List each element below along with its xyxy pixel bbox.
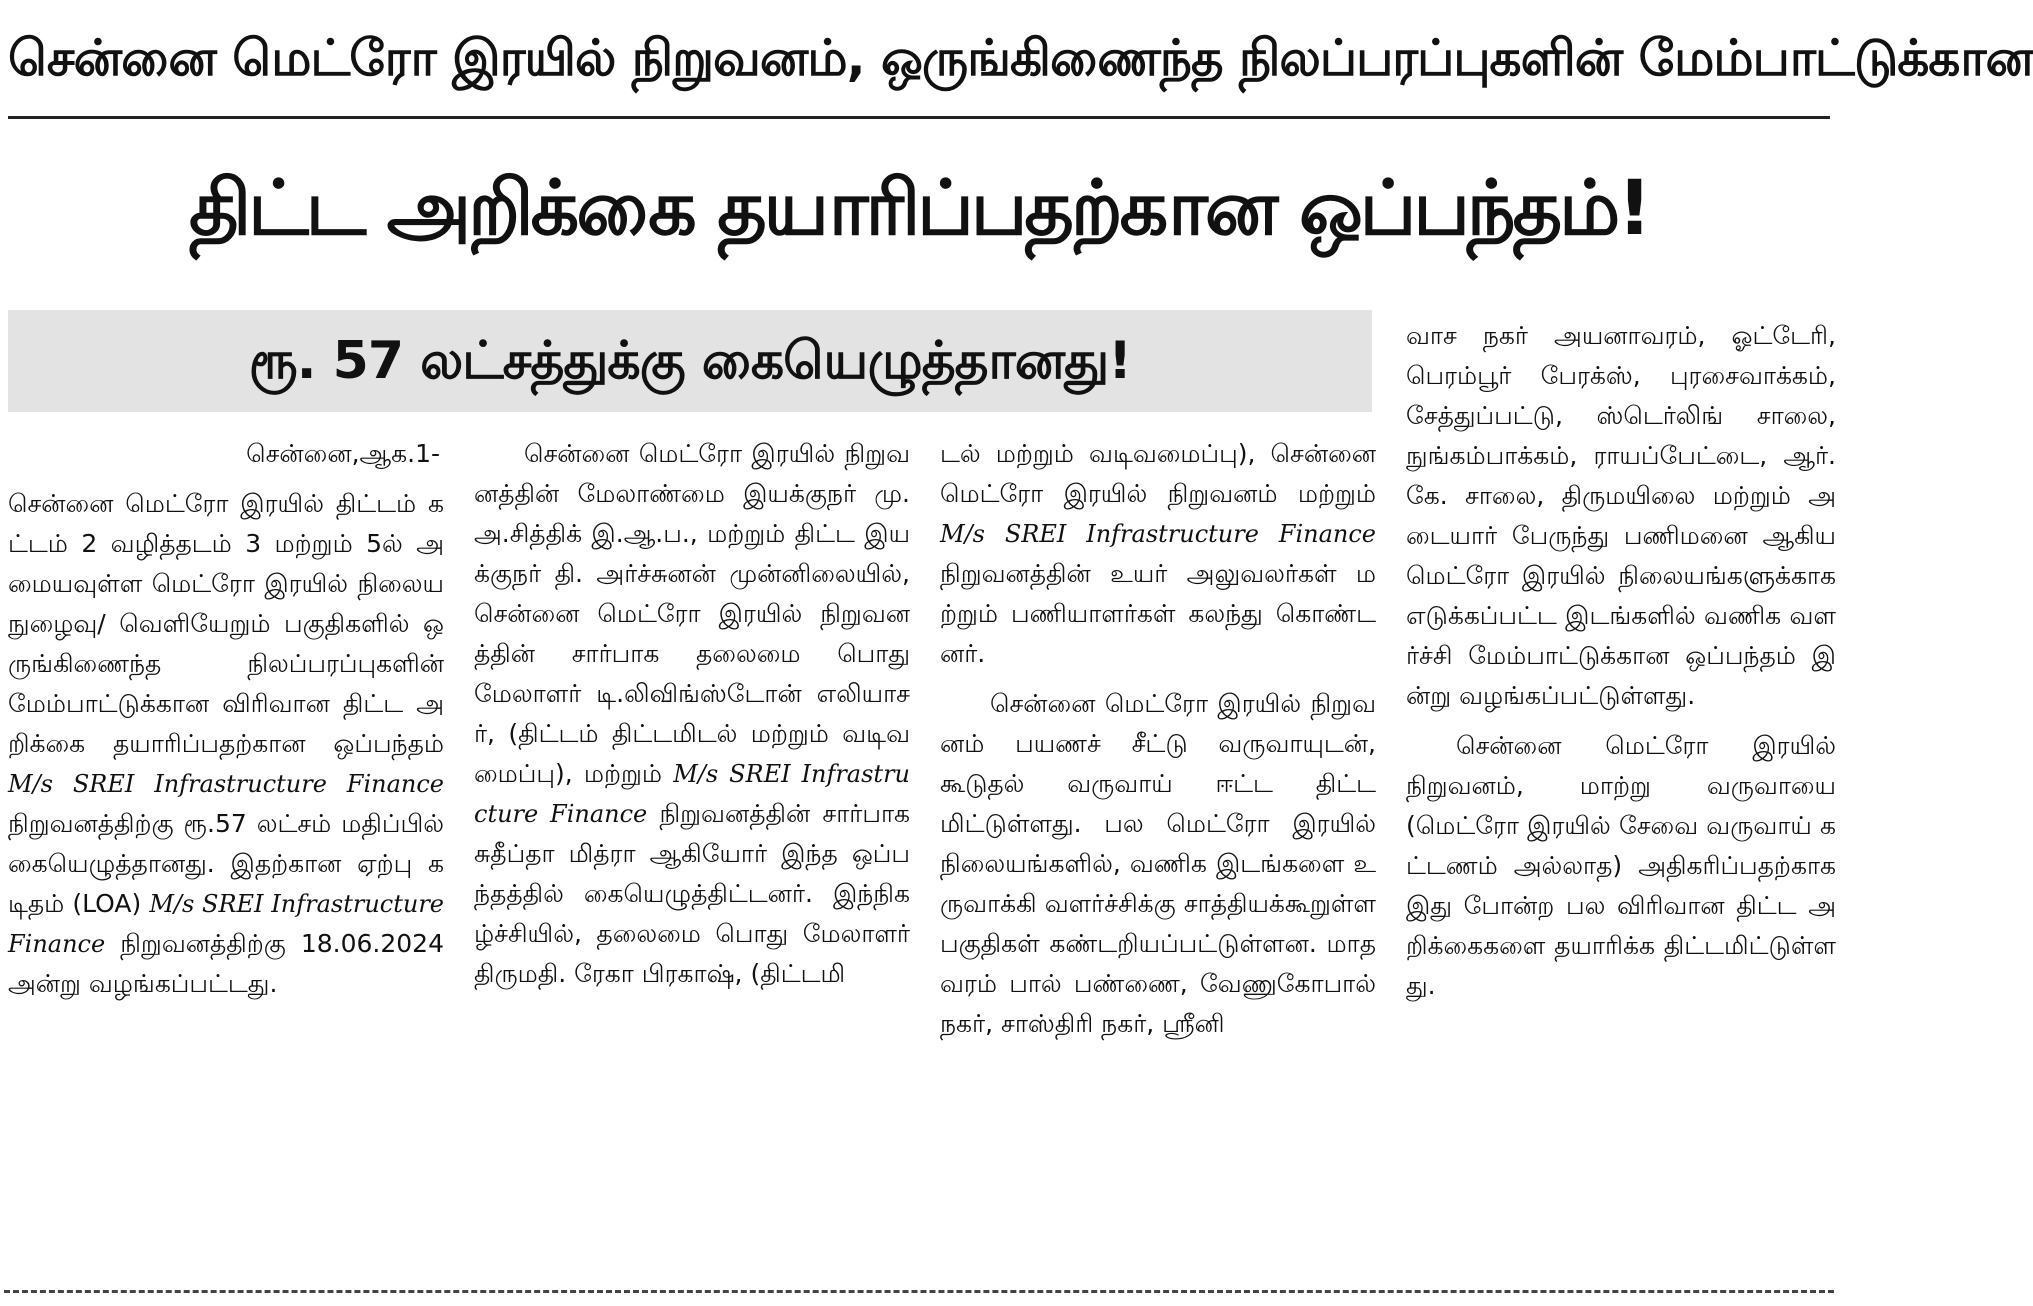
article-column-4	[1406, 316, 1836, 1264]
article-paragraph	[940, 434, 1376, 674]
text-run: டல் மற்றும் வடிவமைப்பு), சென்னை மெட்ரோ இரயில் நிறுவனம் மற்றும்	[940, 439, 1376, 508]
text-run: சென்னை மெட்ரோ இரயில் திட்டம் கட்டம் 2 வழித்தடம் 3 மற்றும் 5ல் அமையவுள்ள மெட்ரோ இரயில் நிலைய நுழைவு/ வெளியேறும் பகுதிகளில் ஒருங்கிணைந்த நிலப்பரப்புகளின் மேம்பாட்டுக்கான விரிவான திட்ட அறிக்கை தயாரிப்பதற்கான ஒப்பந்தம்	[8, 489, 444, 758]
text-run: நிறுவனத்தின் சார்பாக சுதீப்தா மித்ரா ஆகியோர் இந்த ஒப்பந்தத்தில் கையெழுத்திட்டனர். இந்நிகழ்ச்சியில், தலைமை பொது மேலாளர் திருமதி. ரேகா பிரகாஷ், (திட்டமி	[474, 799, 911, 988]
bottom-dashed-divider	[4, 1290, 1834, 1293]
text-run: நிறுவனத்திற்கு 18.06.2024 அன்று வழங்கப்பட்டது.	[8, 929, 444, 998]
article-paragraph: சென்னை மெட்ரோ இரயில் நிறுவனம், மாற்று வருவாயை (மெட்ரோ இரயில் சேவை வருவாய் கட்டணம் அல்லாத) அதிகரிப்பதற்காக இது போன்ற பல விரிவான திட்ட அறிக்கைகளை தயாரிக்க திட்டமிட்டுள்ளது.	[1406, 731, 1836, 1000]
article-paragraph	[474, 434, 910, 994]
sub-headline: ரூ. 57 லட்சத்துக்கு கையெழுத்தானது!	[8, 310, 1372, 412]
article-column-3	[940, 434, 1376, 1264]
dateline: சென்னை,ஆக.1-	[246, 439, 440, 468]
article-paragraph	[8, 484, 444, 1004]
text-run: நிறுவனத்தின் உயர் அலுவலர்கள் மற்றும் பணியாளர்கள் கலந்து கொண்டனர்.	[940, 559, 1376, 668]
company-name: M/s SREI Infrastructure Finance	[940, 520, 1376, 548]
article-column-1	[8, 434, 444, 1264]
main-headline: திட்ட அறிக்கை தயாரிப்பதற்கான ஒப்பந்தம்!	[189, 163, 1649, 252]
kicker-heading: சென்னை மெட்ரோ இரயில் நிறுவனம், ஒருங்கிணைந்த நிலப்பரப்புகளின் மேம்பாட்டுக்கான	[8, 29, 2033, 87]
article-paragraph: சென்னை மெட்ரோ இரயில் நிறுவனம் பயணச் சீட்டு வருவாயுடன், கூடுதல் வருவாய் ஈட்ட திட்டமிட்டுள்ளது. பல மெட்ரோ இரயில் நிலையங்களில், வணிக இடங்களை உருவாக்கி வளர்ச்சிக்கு சாத்தியக்கூறுள்ள பகுதிகள் கண்டறியப்பட்டுள்ளன. மாதவரம் பால் பண்ணை, வேணுகோபால் நகர், சாஸ்திரி நகர், ஸ்ரீனி	[940, 689, 1376, 1038]
article-paragraph: வாச நகர் அயனாவரம், ஓட்டேரி, பெரம்பூர் பேரக்ஸ், புரசைவாக்கம், சேத்துப்பட்டு, ஸ்டெர்லிங் சாலை, நுங்கம்பாக்கம், ராயப்பேட்டை, ஆர்.கே. சாலை, திருமயிலை மற்றும் அடையார் பேருந்து பணிமனை ஆகிய மெட்ரோ இரயில் நிலையங்களுக்காக எடுக்கப்பட்ட இடங்களில் வணிக வளர்ச்சி மேம்பாட்டுக்கான ஒப்பந்தம் இன்று வழங்கப்பட்டுள்ளது.	[1406, 321, 1836, 710]
text-run: நிறுவனத்திற்கு ரூ.57 லட்சம் மதிப்பில் கையெழுத்தானது. இதற்கான ஏற்பு கடிதம் (LOA)	[8, 809, 444, 918]
company-name: M/s SREI Infrastructure Finance	[8, 890, 444, 958]
article-column-2	[474, 434, 910, 1264]
kicker-rule	[8, 116, 1830, 119]
text-run: சென்னை மெட்ரோ இரயில் நிறுவனத்தின் மேலாண்மை இயக்குநர் மு.அ.சித்திக் இ.ஆ.ப., மற்றும் திட்ட இயக்குநர் தி. அர்ச்சுனன் முன்னிலையில், சென்னை மெட்ரோ இரயில் நிறுவனத்தின் சார்பாக தலைமை பொது மேலாளர் டி.லிவிங்ஸ்டோன் எலியாசர், (திட்டம் திட்டமிடல் மற்றும் வடிவமைப்பு), மற்றும்	[474, 439, 910, 788]
company-name: M/s SREI Infrastructure Finance	[474, 760, 910, 828]
company-name: M/s SREI Infrastructure Finance	[8, 770, 444, 798]
